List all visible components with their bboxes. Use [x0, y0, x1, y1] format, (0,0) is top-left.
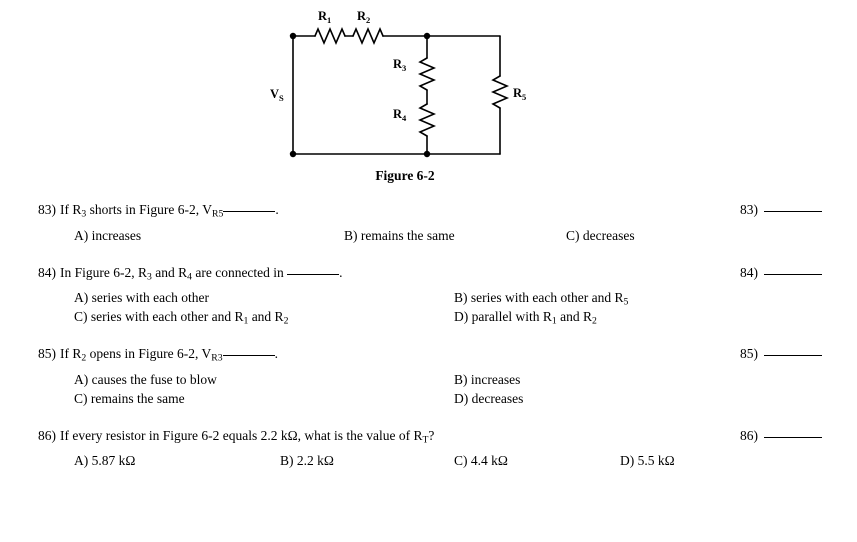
q84-answer-number: 84) [740, 264, 758, 280]
question-85-number: 85) [38, 346, 56, 362]
q84-sub-2: 4 [187, 271, 192, 283]
q84-stem-part4: . [339, 264, 343, 280]
q83-sub-2: R5 [212, 208, 224, 220]
q86-stem-part2: ? [428, 427, 435, 443]
q85-stem-part1: If R [60, 346, 82, 362]
q84-sub-1: 3 [147, 271, 152, 283]
question-84 [0, 263, 857, 327]
q85-answer-number: 85) [740, 346, 758, 362]
question-83-number: 83) [38, 202, 56, 217]
question-84-stem [38, 263, 857, 285]
question-85-options [38, 370, 857, 408]
q84-option-c-text1: C) series with each other and R [74, 309, 244, 325]
q85-option-b[interactable]: B) increases [454, 371, 521, 387]
q83-sub-1: 3 [81, 208, 87, 220]
label-r5: $R_5$ [513, 86, 527, 102]
question-list [0, 200, 857, 484]
q83-stem-part1: If R [60, 202, 82, 217]
q84-option-b-text: B) series with each other and R [454, 290, 624, 306]
question-84-options [38, 288, 857, 326]
question-85-answer-field[interactable] [740, 344, 835, 363]
q84-option-d-sub2: 2 [591, 315, 597, 327]
q86-option-c[interactable]: C) 4.4 kΩ [454, 453, 508, 469]
q84-option-a[interactable]: A) series with each other [74, 290, 209, 306]
question-85-stem [38, 344, 857, 366]
q86-answer-number: 86) [740, 427, 758, 443]
q85-sub-1: 2 [81, 352, 87, 364]
q84-answer-rule[interactable] [764, 274, 822, 275]
label-r3: $R_3$ [393, 57, 407, 73]
q84-option-c-sub1: 1 [243, 315, 249, 327]
q84-option-d[interactable] [454, 307, 597, 329]
question-83-stem [38, 200, 857, 222]
q83-option-b[interactable]: B) remains the same [344, 227, 455, 243]
question-83 [0, 200, 857, 245]
q86-option-d[interactable]: D) 5.5 kΩ [620, 453, 675, 469]
q84-option-b-sub: 5 [623, 296, 629, 308]
q86-option-a[interactable]: A) 5.87 kΩ [74, 453, 136, 469]
label-r2: $R_2$ [357, 9, 371, 25]
q84-option-c[interactable] [74, 307, 288, 329]
question-84-number: 84) [38, 264, 56, 280]
question-86-stem [38, 426, 857, 448]
q83-option-a[interactable]: A) increases [74, 227, 142, 243]
q86-option-b[interactable]: B) 2.2 kΩ [280, 453, 334, 469]
q84-option-d-text2: and R [556, 309, 592, 325]
q85-option-a[interactable]: A) causes the fuse to blow [74, 371, 217, 387]
label-r1: $R_1$ [318, 9, 332, 25]
question-86 [0, 426, 857, 471]
q84-stem-part3: are connected in [191, 264, 288, 280]
q84-stem-part1: In Figure 6-2, R [60, 264, 147, 280]
label-r4: $R_4$ [393, 107, 407, 123]
question-86-number: 86) [38, 427, 56, 443]
q83-option-c[interactable]: C) decreases [566, 227, 635, 243]
q84-answer-blank[interactable] [287, 274, 339, 275]
q86-stem-part1: If every resistor in Figure 6-2 equals 2.2 kΩ, what is the value of R [60, 427, 423, 443]
question-83-answer-field[interactable] [740, 200, 835, 219]
q85-option-d[interactable]: D) decreases [454, 390, 524, 406]
figure-caption: Figure 6-2 [375, 168, 435, 183]
question-86-answer-field[interactable] [740, 426, 835, 445]
q85-option-c[interactable]: C) remains the same [74, 390, 185, 406]
q85-sub-2: R3 [211, 352, 223, 364]
q85-answer-blank[interactable] [223, 355, 275, 356]
q84-option-d-sub1: 1 [551, 315, 557, 327]
q84-option-c-sub2: 2 [283, 315, 289, 327]
question-85 [0, 344, 857, 408]
q83-stem-part3: . [275, 202, 279, 217]
q83-stem-part2: shorts in Figure 6-2, V [86, 202, 212, 217]
q86-answer-rule[interactable] [764, 437, 822, 438]
q83-answer-rule[interactable] [764, 211, 822, 212]
q85-stem-part3: . [274, 346, 278, 362]
q86-sub-1: T [422, 434, 429, 446]
q84-option-d-text1: D) parallel with R [454, 309, 552, 325]
q85-stem-part2: opens in Figure 6-2, V [86, 346, 212, 362]
question-84-answer-field[interactable] [740, 263, 835, 282]
q84-option-c-text2: and R [248, 309, 284, 325]
question-86-options [38, 451, 857, 470]
q85-answer-rule[interactable] [764, 355, 822, 356]
q84-stem-part2: and R [151, 264, 188, 280]
label-vs: $V_S$ [270, 87, 284, 103]
question-83-options [38, 226, 857, 245]
q83-answer-number: 83) [740, 202, 758, 217]
q83-answer-blank[interactable] [223, 211, 275, 212]
